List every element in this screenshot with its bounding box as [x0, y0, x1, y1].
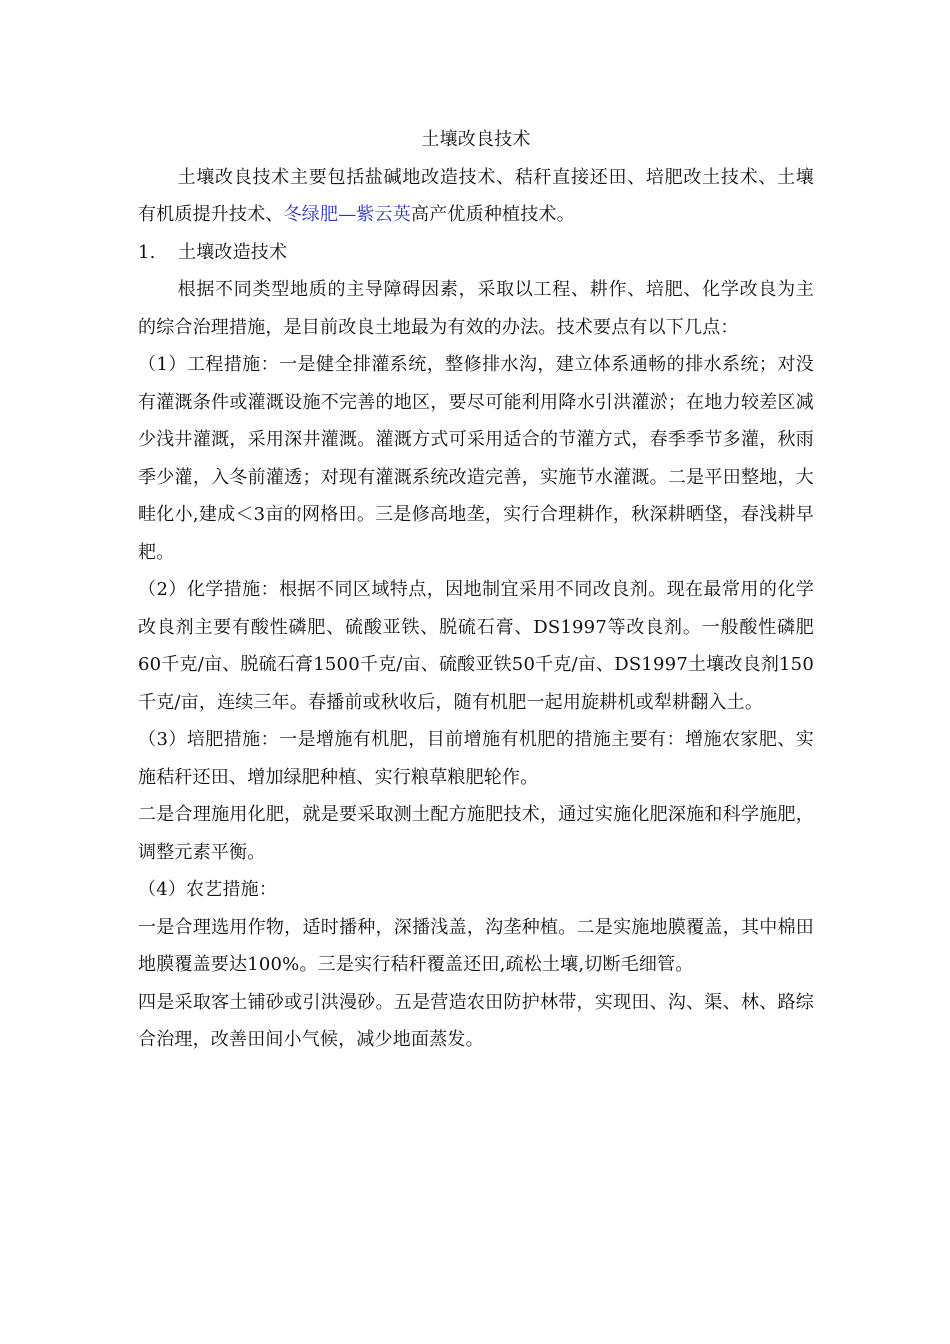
- intro-text-after: 高产优质种植技术。: [411, 204, 575, 225]
- agronomic-measures-paragraph-1: 一是合理选用作物，适时播种，深播浅盖，沟垄种植。二是实施地膜覆盖，其中棉田地膜覆盖要达100%。三是实行秸秆覆盖还田,疏松土壤,切断毛细管。: [138, 916, 814, 975]
- section-intro-paragraph: 根据不同类型地质的主导障碍因素，采取以工程、耕作、培肥、化学改良为主的综合治理措施，是目前改良土地最为有效的办法。技术要点有以下几点：: [138, 279, 814, 338]
- chemical-measures-paragraph: （2）化学措施：根据不同区域特点，因地制宜采用不同改良剂。现在最常用的化学改良剂主要有酸性磷肥、硫酸亚铁、脱硫石膏、DS1997等改良剂。一般酸性磷肥60千克/亩、脱硫石膏1500千克/亩、硫酸亚铁50千克/亩、DS1997土壤改良剂150千克/亩，连续三年。春播前或秋收后，随有机肥一起用旋耕机或犁耕翻入土。: [138, 579, 814, 713]
- section-heading: [138, 234, 814, 272]
- intro-paragraph: [138, 159, 814, 234]
- agronomic-measures-paragraph-2: 四是采取客土铺砂或引洪漫砂。五是营造农田防护林带，实现田、沟、渠、林、路综合治理，改善田间小气候，减少地面蒸发。: [138, 991, 814, 1050]
- section-number: 1.: [138, 241, 156, 263]
- document-body: [138, 121, 814, 1059]
- green-manure-link[interactable]: 冬绿肥—紫云英: [283, 204, 412, 225]
- engineering-measures-paragraph: （1）工程措施：一是健全排灌系统，整修排水沟，建立体系通畅的排水系统；对没有灌溉条件或灌溉设施不完善的地区，要尽可能利用降水引洪灌淤；在地力较差区减少浅井灌溉，采用深井灌溉。灌溉方式可采用适合的节灌方式，春季季节多灌，秋雨季少灌，入冬前灌透；对现有灌溉系统改造完善，实施节水灌溉。二是平田整地，大畦化小,建成＜3亩的网格田。三是修高地垄，实行合理耕作，秋深耕晒垡，春浅耕早耙。: [138, 354, 814, 563]
- fertility-measures-paragraph: （3）培肥措施：一是增施有机肥，目前增施有机肥的措施主要有：增施农家肥、实施秸秆还田、增加绿肥种植、实行粮草粮肥轮作。: [138, 729, 814, 788]
- document-title: 土壤改良技术: [421, 129, 531, 150]
- fertilizer-paragraph: 二是合理施用化肥，就是要采取测土配方施肥技术，通过实施化肥深施和科学施肥，调整元素平衡。: [138, 804, 814, 863]
- section-title: 土壤改造技术: [178, 241, 288, 263]
- intro-text-before: 土壤改良技术主要包括盐碱地改造技术、秸秆直接还田、培肥改土技术、土壤有机质提升技术、: [138, 166, 814, 225]
- agronomic-measures-heading: （4）农艺措施：: [138, 879, 278, 900]
